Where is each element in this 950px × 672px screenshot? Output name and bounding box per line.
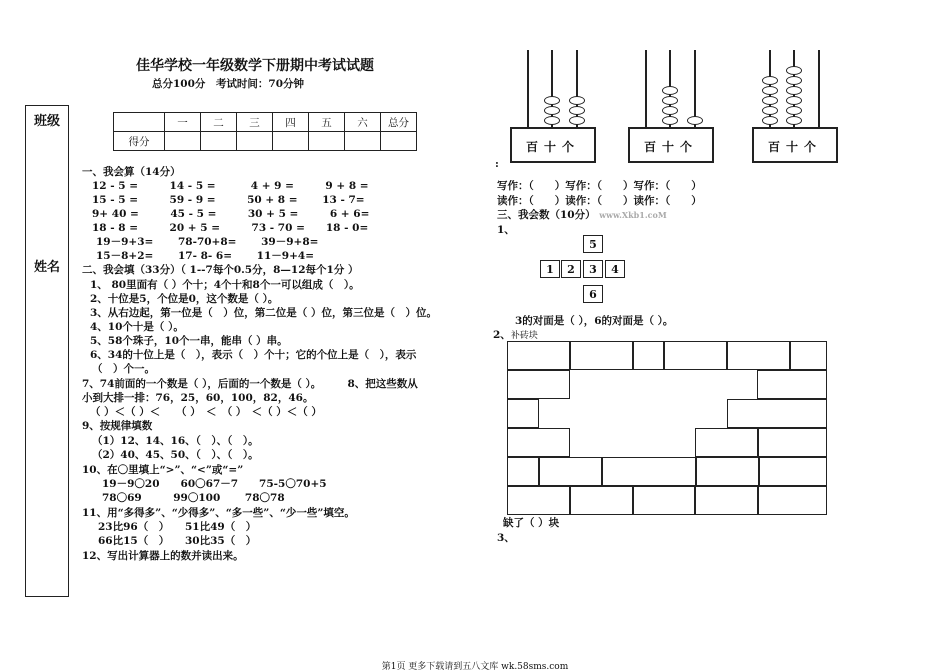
- abacus-colon: :: [495, 158, 499, 170]
- brick: [727, 341, 790, 370]
- score-cell[interactable]: [309, 132, 345, 151]
- abacus-bead: [762, 116, 778, 125]
- question-line: （ ）个一。: [92, 363, 155, 375]
- abacus-frame-label: 百十个: [526, 140, 581, 154]
- question-line: 一、我会算（14分）: [82, 166, 181, 178]
- cube-face: 4: [605, 260, 625, 278]
- section-3-heading: [497, 209, 667, 221]
- question-line: 小到大排一排：76，25，60，100，82，46。: [82, 392, 314, 404]
- abacus-bead: [569, 96, 585, 105]
- brick: [570, 486, 633, 515]
- abacus-bead: [662, 116, 678, 125]
- brick: [507, 399, 539, 428]
- question-line: 23比96（ ） 51比49（ ）: [98, 521, 257, 533]
- item-3-label: 3、: [497, 532, 515, 544]
- watermark-text: www.Xkb1.coM: [599, 210, 667, 220]
- score-cell[interactable]: [345, 132, 381, 151]
- write-row: 写作：（ ）写作：（ ）写作：（ ）: [497, 180, 702, 192]
- abacus-bead: [687, 116, 703, 125]
- question-line: （ ）＜（ ）＜ （ ） ＜ （ ） ＜（ ）＜（ ）: [90, 406, 322, 418]
- brick: [664, 341, 727, 370]
- abacus-rod: [645, 50, 647, 127]
- score-cell[interactable]: [381, 132, 417, 151]
- question-line: 19－9+3= 78-70+8= 39－9+8=: [96, 236, 319, 248]
- brick: [758, 486, 827, 515]
- question-line: 12 - 5 = 14 - 5 = 4 + 9 = 9 + 8 =: [92, 180, 369, 192]
- brick: [539, 457, 602, 486]
- brick: [758, 428, 827, 457]
- brick: [633, 341, 664, 370]
- question-line: 6、34的十位上是（ ），表示（ ）个十；它的个位上是（ ），表示: [90, 349, 417, 361]
- score-table: [113, 112, 417, 151]
- question-line: 11、用“多得多”、“少得多”、“多一些”、“少一些”填空。: [82, 507, 355, 519]
- question-line: 12、写出计算器上的数并读出来。: [82, 550, 244, 562]
- abacus-bead: [762, 86, 778, 95]
- brick: [695, 486, 758, 515]
- section-3-title: 三、我会数（10分）: [497, 209, 596, 221]
- abacus-bead: [786, 76, 802, 85]
- brick: [602, 457, 696, 486]
- score-header: 二: [201, 113, 237, 132]
- abacus-frame: [752, 127, 838, 163]
- question-line: （1）12、14、16、（ ）、（ ）。: [92, 435, 259, 447]
- brick: [507, 486, 570, 515]
- score-header: 五: [309, 113, 345, 132]
- abacus-frame-label: 百十个: [768, 140, 823, 154]
- item-1-label: 1、: [497, 224, 515, 236]
- abacus-bead: [544, 106, 560, 115]
- abacus-frame: [628, 127, 714, 163]
- question-line: 78〇69 99〇100 78〇78: [102, 492, 285, 504]
- abacus-bead: [786, 96, 802, 105]
- cube-face: 2: [561, 260, 581, 278]
- abacus-bead: [662, 86, 678, 95]
- brick: [759, 457, 827, 486]
- score-cell[interactable]: [237, 132, 273, 151]
- missing-bricks-question: 缺了（ ）块: [503, 517, 560, 529]
- abacus-bead: [662, 106, 678, 115]
- brick: [507, 428, 570, 457]
- brick: [507, 457, 539, 486]
- brick: [507, 341, 570, 370]
- brick: [570, 341, 633, 370]
- page-title: 佳华学校一年级数学下册期中考试试题: [136, 58, 374, 74]
- score-header: 总分: [381, 113, 417, 132]
- score-header: 一: [165, 113, 201, 132]
- abacus-bead: [786, 86, 802, 95]
- read-row: 读作：（ ）读作：（ ）读作：（ ）: [497, 195, 702, 207]
- abacus-frame-label: 百十个: [644, 140, 699, 154]
- abacus-bead: [569, 116, 585, 125]
- cube-question: 3的对面是（ ），6的对面是（ ）。: [515, 315, 674, 327]
- question-line: 7、74前面的一个数是（ ），后面的一个数是（ ）。 8、把这些数从: [82, 378, 418, 390]
- question-line: （2）40、45、50、（ ）、（ ）。: [92, 449, 259, 461]
- question-line: 15 - 5 = 59 - 9 = 50 + 8 = 13 - 7=: [92, 194, 365, 206]
- question-line: 66比15（ ） 30比35（ ）: [98, 535, 257, 547]
- abacus-bead: [662, 96, 678, 105]
- name-label: 姓名: [33, 260, 60, 275]
- abacus-bead: [762, 106, 778, 115]
- question-line: 二、我会填（33分）（ 1--7每个0.5分，8—12每个1分 ）: [82, 264, 359, 276]
- brick: [507, 370, 570, 399]
- abacus-bead: [786, 66, 802, 75]
- brick: [727, 399, 827, 428]
- question-line: 18 - 8 = 20 + 5 = 73 - 70 = 18 - 0=: [92, 222, 369, 234]
- cube-face: 5: [583, 235, 603, 253]
- question-line: 9+ 40 = 45 - 5 = 30 + 5 = 6 + 6=: [92, 208, 370, 220]
- abacus-bead: [569, 106, 585, 115]
- brick: [696, 457, 759, 486]
- abacus-bead: [786, 106, 802, 115]
- question-line: 5、58个珠子，10个一串，能串（ ）串。: [90, 335, 288, 347]
- abacus-bead: [544, 96, 560, 105]
- question-line: 4、10个十是（ ）。: [90, 321, 184, 333]
- question-line: 19－9〇20 60〇67－7 75-5〇70+5: [102, 478, 327, 490]
- cube-face: 3: [583, 260, 603, 278]
- score-row-label: 得分: [114, 132, 165, 151]
- abacus-rod: [818, 50, 820, 127]
- student-info-column: [25, 105, 69, 597]
- score-cell[interactable]: [273, 132, 309, 151]
- abacus-rod: [527, 50, 529, 127]
- question-line: 9、按规律填数: [82, 420, 153, 432]
- score-header: 三: [237, 113, 273, 132]
- page-footer: 第1页 更多下载请到五八文库 wk.58sms.com: [381, 662, 569, 672]
- abacus-bead: [544, 116, 560, 125]
- question-line: 3、从右边起，第一位是（ ）位，第二位是（ ）位，第三位是（ ）位。: [90, 307, 437, 319]
- page-subtitle: 总分100分 考试时间：70分钟: [152, 78, 305, 90]
- abacus-frame: [510, 127, 596, 163]
- cube-face: 6: [583, 285, 603, 303]
- brick: [757, 370, 827, 399]
- question-line: 10、在〇里填上“>”、“<”或“=”: [82, 464, 244, 476]
- question-line: 1、 80里面有（ ）个十；4个十和8个一可以组成（ ）。: [90, 279, 360, 291]
- score-header: 四: [273, 113, 309, 132]
- cube-face: 1: [540, 260, 560, 278]
- score-header-blank: [114, 113, 165, 132]
- score-header: 六: [345, 113, 381, 132]
- question-line: 2、十位是5，个位是0，这个数是（ ）。: [90, 293, 279, 305]
- abacus-bead: [762, 76, 778, 85]
- abacus-bead: [762, 96, 778, 105]
- question-line: 15－8+2= 17- 8- 6= 11－9+4=: [96, 250, 314, 262]
- brick: [695, 428, 758, 457]
- item-2-label: 2、: [493, 329, 511, 341]
- item-2-caption: 补砖块: [510, 331, 538, 341]
- brick: [633, 486, 695, 515]
- class-label: 班级: [33, 114, 60, 129]
- brick: [790, 341, 827, 370]
- score-cell[interactable]: [201, 132, 237, 151]
- abacus-bead: [786, 116, 802, 125]
- score-cell[interactable]: [165, 132, 201, 151]
